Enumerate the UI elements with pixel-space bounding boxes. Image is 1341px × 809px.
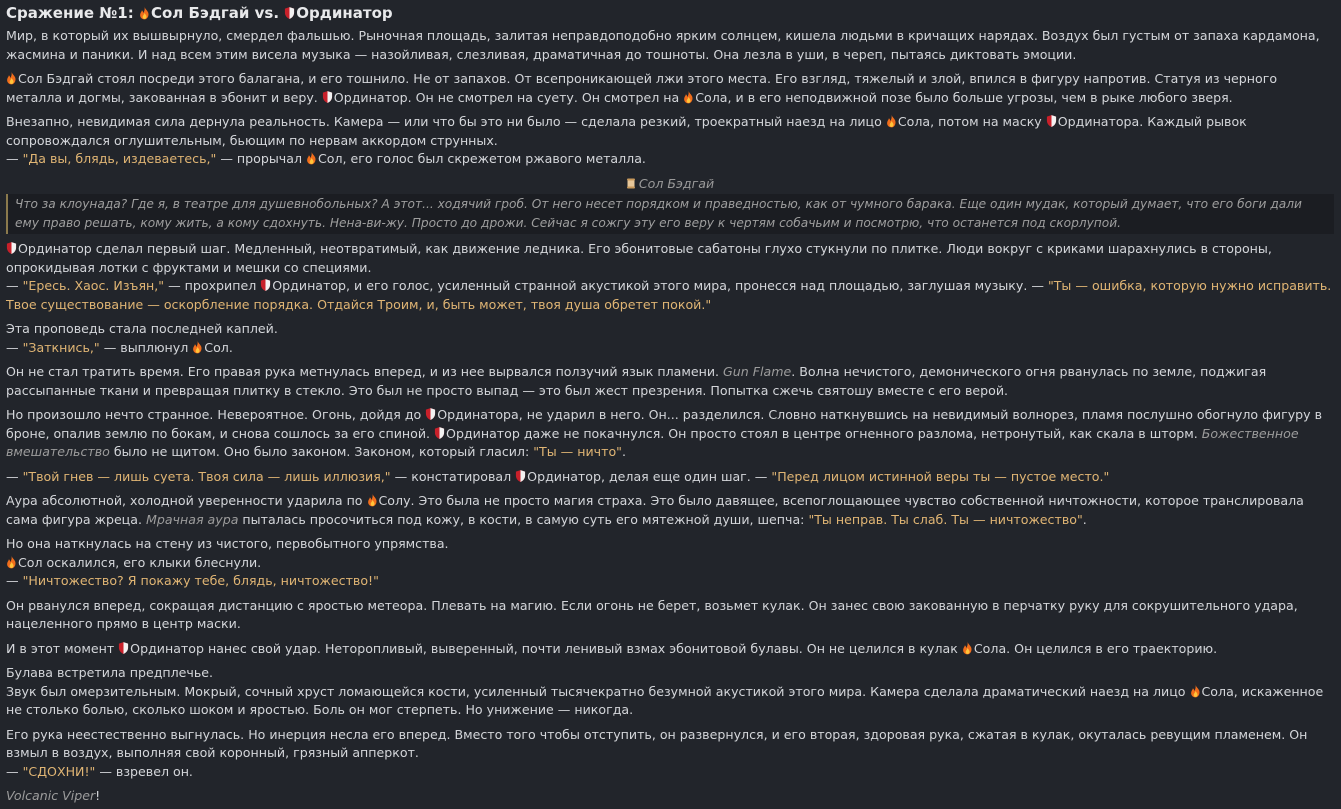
paragraph-1: Мир, в который их вышвырнуло, смердел фальшью. Рыночная площадь, залитая неправдоподобно ярким солнцем, кишела людьми в кричащих нарядах. Воздух был густым от запаха кардамона, жасмина и паники. И над всем этим висела музыка — назойливая, слезливая, драматичная до тошноты. Она лезла в уши, в череп, пытаясь диктовать эмоции. (6, 28, 1320, 62)
shield-icon (1046, 114, 1057, 128)
dialogue-quote: "СДОХНИ!" (22, 763, 96, 779)
fire-icon (962, 641, 973, 655)
shield-icon (425, 407, 436, 421)
shield-icon (260, 278, 271, 292)
fire-icon (6, 71, 17, 85)
title-vs: vs. (254, 4, 280, 22)
fire-icon (1190, 684, 1201, 698)
dialogue-quote: "Ты — ошибка, которую нужно исправить. Твое существование — оскорбление порядка. Отдайся Троим, и, быть может, твоя душа обретет покой." (6, 278, 1332, 312)
paragraph-6: Он не стал тратить время. Его правая рука метнулась вперед, и из нее вырвался ползучий язык пламени. Gun Flame. Волна нечистого, демонического огня рванулась по земле, поджигая рассыпанные ткани и превращая плитку в стекло. Это был не просто выпад — это был жест презрения. Попытка сжечь святошу вместе с его верой. (6, 364, 1267, 398)
paragraph-12: И в этот момент Ординатор нанес свой удар. Неторопливый, выверенный, почти ленивый взмах эбонитовой булавы. Он не целился в кулак Сола. Он целился в его траекторию. (6, 640, 1218, 656)
dialogue-quote: "Ересь. Хаос. Изъян," (22, 278, 165, 293)
dialogue-quote: "Да вы, блядь, издеваетесь," (22, 151, 217, 166)
dialogue-quote: "Твой гнев — лишь суета. Твоя сила — лишь иллюзия," (22, 468, 391, 484)
skill-name: Volcanic Viper (6, 788, 96, 803)
paragraph-8: — "Твой гнев — лишь суета. Твоя сила — лишь иллюзия," — констатировал Ординатор, делая еще один шаг. — "Перед лицом истинной веры ты — пустое место." (6, 468, 1110, 484)
skill-name: Мрачная аура (145, 511, 239, 527)
paragraph-13: Булава встретила предплечье. Звук был омерзительным. Мокрый, сочный хруст ломающейся кости, усиленный тысячекратно безумной акустикой этого мира. Камера сделала драматический наезд на лицо Сола, искаженное не столько болью, сколько шоком и яростью. Боль он мог стерпеть. Но унижение — никогда. (6, 665, 1324, 717)
title-ordinator-name: Ординатор (296, 4, 393, 22)
fire-icon (139, 6, 150, 20)
dialogue-quote: "Ты — ничто" (533, 444, 622, 459)
dialogue-quote: "Заткнись," (22, 339, 100, 355)
shield-icon (322, 90, 333, 104)
title-prefix: Сражение №1: (6, 4, 134, 22)
skill-name: Gun Flame (723, 364, 792, 379)
shield-icon (118, 641, 129, 655)
title-sol-name: Сол Бэдгай (150, 4, 250, 22)
fire-icon (683, 90, 694, 104)
dialogue-quote: "Ничтожество? Я покажу тебе, блядь, ничтожество!" (22, 573, 379, 588)
fire-icon (6, 555, 17, 569)
shield-icon (434, 426, 445, 440)
paragraph-11: Он рванулся вперед, сокращая дистанцию с яростью метеора. Плевать на магию. Если огонь не берет, возьмет кулак. Он занес свою закованную в перчатку руку для сокрушительного удара, нацеленного прямо в центр маски. (6, 597, 1298, 631)
skill-name: Божественное вмешательство (6, 425, 1299, 459)
paragraph-14: Его рука неестественно выгнулась. Но инерция несла его вперед. Вместо того чтобы отступить, он развернулся, и его вторая, здоровая рука, сжатая в кулак, окуталась ревущим пламенем. Он взмыл в воздух, выполняя свой коронный, грязный апперкот. — "СДОХНИ!" — взревел он. (6, 726, 1308, 779)
shield-icon (6, 241, 17, 255)
fire-icon (192, 340, 203, 354)
dialogue-quote: "Перед лицом истинной веры ты — пустое место." (771, 468, 1110, 484)
fire-icon (367, 493, 378, 507)
paragraph-7: Но произошло нечто странное. Невероятное. Огонь, дойдя до Ординатора, не ударил в него. Он... разделился. Словно наткнувшись на невидимый волнорез, пламя послушно обогнуло фигуру в броне, опалив землю по бокам, и снова сошлось за его спиной. Ординатор даже не покачнулся. Он просто стоял в центре огненного разлома, нетронутый, как скала в шторм. Божественное вмешательство было не щитом. Оно было законом. Законом, который гласил: "Ты — ничто". (6, 407, 1323, 459)
scroll-icon (626, 178, 636, 189)
battle-title (6, 3, 1334, 23)
paragraph-4: Ординатор сделал первый шаг. Медленный, неотвратимый, как движение ледника. Его эбонитовые сабатоны глухо стукнули по плитке. Люди вокруг с криками шарахнулись в стороны, опрокидывая лотки с фруктами и мешки со специями. — "Ересь. Хаос. Изъян," — прохрипел Ординатор, и его голос, усиленный странной акустикой этого мира, пронесся над площадью, заглушая музыку. — "Ты — ошибка, которую нужно исправить. Твое существование — оскорбление порядка. Отдайся Троим, и, быть может, твоя душа обретет покой." (6, 241, 1332, 312)
paragraph-10: Но она наткнулась на стену из чистого, первобытного упрямства. Сол оскалился, его клыки блеснули. — "Ничтожество? Я покажу тебе, блядь, ничтожество!" (6, 536, 449, 588)
fire-icon (306, 151, 317, 165)
paragraph-9: Аура абсолютной, холодной уверенности ударила по Солу. Это была не просто магия страха. Это было давящее, всепоглощающее чувство собственной ничтожности, которое транслировала сама фигура жреца. Мрачная аура пыталась просочиться под кожу, в кости, в самую суть его мятежной души, шепча: "Ты неправ. Ты слаб. Ты — ничтожество". (6, 493, 1304, 527)
fire-icon (886, 114, 897, 128)
shield-icon (284, 6, 295, 20)
shield-icon (515, 469, 526, 483)
paragraph-15: Volcanic Viper! (6, 788, 101, 803)
thought-block: Что за клоунада? Где я, в театре для душевнобольных? А этот... ходячий гроб. От него несет порядком и праведностью, как от чумного барака. Еще один мудак, который думает, что его боги дали ему право решать, кому жить, а кому сдохнуть. Нена-ви-жу. Просто до дрожи. Сейчас я сожгу эту его веру к чертям собачьим и посмотрю, что останется под скорлупой. (6, 194, 1334, 234)
paragraph-5: Эта проповедь стала последней каплей. — "Заткнись," — выплюнул Сол. (6, 321, 278, 355)
paragraph-3: Внезапно, невидимая сила дернула реальность. Камера — или что бы это ни было — сделала резкий, троекратный наезд на лицо Сола, потом на маску Ординатора. Каждый рывок сопровождался оглушительным, бьющим по нервам аккордом струнных. — "Да вы, блядь, издеваетесь," — прорычал Сол, его голос был скрежетом ржавого металла. (6, 114, 1247, 166)
thought-speaker: Сол Бэдгай (6, 175, 1334, 194)
paragraph-2: Сол Бэдгай стоял посреди этого балагана, и его тошнило. Не от запахов. От всепроникающей лжи этого места. Его взгляд, тяжелый и злой, впился в фигуру напротив. Статуя из черного металла и догмы, закованная в эбонит и веру. Ординатор. Он не смотрел на суету. Он смотрел на Сола, и в его неподвижной позе было больше угрозы, чем в рыке любого зверя. (6, 71, 1278, 105)
dialogue-quote: "Ты неправ. Ты слаб. Ты — ничтожество" (808, 511, 1083, 527)
